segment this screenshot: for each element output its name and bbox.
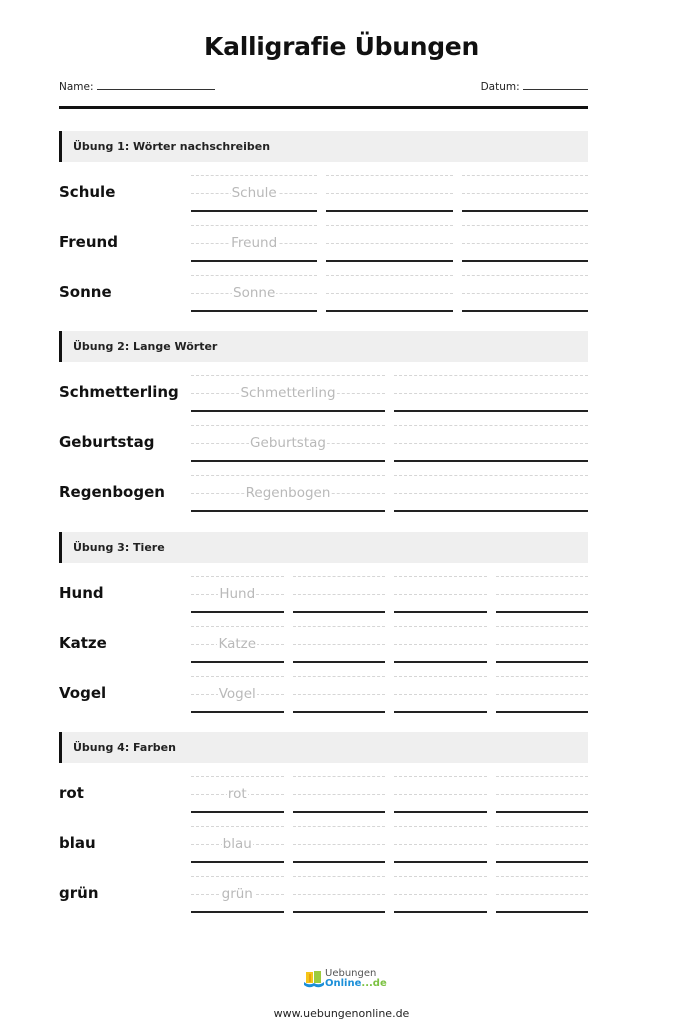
baseline — [394, 711, 487, 713]
trace-cell — [191, 175, 317, 219]
trace-text: Schule — [231, 185, 277, 201]
baseline — [394, 460, 588, 462]
writing-cell — [293, 826, 386, 870]
date-blank-line — [523, 81, 588, 90]
trace-cell — [191, 375, 385, 419]
footer-url[interactable]: www.uebungenonline.de — [273, 1007, 410, 1020]
writing-cell — [394, 375, 588, 419]
word-label: Katze — [59, 634, 107, 652]
writing-cell — [394, 425, 588, 469]
trace-text: rot — [227, 786, 247, 802]
baseline — [293, 911, 386, 913]
writing-cell — [462, 225, 588, 269]
mid-guide-line — [462, 243, 588, 244]
book-icon — [303, 969, 325, 991]
mid-guide-line — [496, 794, 589, 795]
trace-word — [191, 585, 284, 603]
writing-cell — [496, 826, 589, 870]
top-guide-line — [191, 876, 284, 877]
writing-cell — [394, 876, 487, 920]
baseline — [462, 260, 588, 262]
writing-cell — [293, 676, 386, 720]
word-label: Schmetterling — [59, 383, 179, 401]
baseline — [394, 661, 487, 663]
top-guide-line — [191, 175, 317, 176]
mid-guide-line — [394, 794, 487, 795]
baseline — [191, 661, 284, 663]
baseline — [293, 811, 386, 813]
baseline — [293, 661, 386, 663]
mid-guide-line — [394, 393, 588, 394]
top-guide-line — [293, 626, 386, 627]
mid-guide-line — [462, 193, 588, 194]
baseline — [326, 210, 452, 212]
date-label: Datum: — [480, 81, 520, 93]
trace-word — [191, 184, 317, 202]
header-divider — [59, 106, 588, 109]
top-guide-line — [293, 776, 386, 777]
top-guide-line — [326, 275, 452, 276]
writing-cell — [496, 676, 589, 720]
top-guide-line — [394, 425, 588, 426]
writing-cell — [462, 275, 588, 319]
baseline — [191, 510, 385, 512]
trace-cell — [191, 425, 385, 469]
baseline — [326, 260, 452, 262]
top-guide-line — [191, 626, 284, 627]
top-guide-line — [496, 676, 589, 677]
trace-cell — [191, 776, 284, 820]
word-label: grün — [59, 884, 99, 902]
top-guide-line — [191, 375, 385, 376]
top-guide-line — [394, 375, 588, 376]
baseline — [293, 861, 386, 863]
mid-guide-line — [326, 293, 452, 294]
writing-cell — [293, 876, 386, 920]
writing-cell — [394, 676, 487, 720]
mid-guide-line — [394, 894, 487, 895]
baseline — [293, 611, 386, 613]
trace-cell — [191, 826, 284, 870]
trace-cell — [191, 576, 284, 620]
mid-guide-line — [394, 443, 588, 444]
baseline — [394, 911, 487, 913]
baseline — [496, 661, 589, 663]
trace-text: Vogel — [218, 686, 256, 702]
baseline — [191, 811, 284, 813]
word-label: Schule — [59, 183, 116, 201]
section-header: Übung 4: Farben — [59, 732, 588, 763]
mid-guide-line — [394, 694, 487, 695]
top-guide-line — [326, 175, 452, 176]
section-header: Übung 3: Tiere — [59, 532, 588, 563]
word-label: Vogel — [59, 684, 107, 702]
writing-cell — [326, 275, 452, 319]
top-guide-line — [191, 225, 317, 226]
baseline — [191, 911, 284, 913]
name-label: Name: — [59, 81, 94, 93]
baseline — [191, 861, 284, 863]
baseline — [394, 410, 588, 412]
section-header: Übung 1: Wörter nachschreiben — [59, 131, 588, 162]
trace-text: grün — [221, 886, 253, 902]
name-blank-line — [97, 81, 215, 90]
mid-guide-line — [496, 894, 589, 895]
trace-word — [191, 434, 385, 452]
trace-cell — [191, 676, 284, 720]
trace-word — [191, 635, 284, 653]
page-title: Kalligrafie Übungen — [204, 32, 479, 61]
writing-cell — [394, 475, 588, 519]
trace-cell — [191, 225, 317, 269]
word-label: blau — [59, 834, 96, 852]
top-guide-line — [293, 876, 386, 877]
top-guide-line — [496, 876, 589, 877]
mid-guide-line — [326, 193, 452, 194]
trace-word — [191, 685, 284, 703]
writing-cell — [394, 576, 487, 620]
top-guide-line — [191, 275, 317, 276]
top-guide-line — [394, 776, 487, 777]
trace-word — [191, 785, 284, 803]
baseline — [191, 260, 317, 262]
word-label: rot — [59, 784, 84, 802]
writing-cell — [496, 626, 589, 670]
trace-text: Katze — [218, 636, 257, 652]
mid-guide-line — [326, 243, 452, 244]
writing-cell — [496, 876, 589, 920]
baseline — [326, 310, 452, 312]
baseline — [191, 210, 317, 212]
top-guide-line — [191, 475, 385, 476]
word-label: Sonne — [59, 283, 112, 301]
baseline — [191, 310, 317, 312]
baseline — [394, 861, 487, 863]
baseline — [496, 911, 589, 913]
word-label: Geburtstag — [59, 433, 155, 451]
word-label: Regenbogen — [59, 483, 165, 501]
trace-cell — [191, 475, 385, 519]
trace-text: Sonne — [233, 285, 276, 301]
top-guide-line — [293, 676, 386, 677]
mid-guide-line — [293, 794, 386, 795]
top-guide-line — [394, 826, 487, 827]
trace-word — [191, 284, 317, 302]
word-label: Hund — [59, 584, 104, 602]
top-guide-line — [496, 776, 589, 777]
top-guide-line — [496, 826, 589, 827]
trace-text: Geburtstag — [250, 435, 326, 451]
trace-text: Freund — [231, 235, 278, 251]
section-header: Übung 2: Lange Wörter — [59, 331, 588, 362]
trace-cell — [191, 626, 284, 670]
top-guide-line — [496, 626, 589, 627]
writing-cell — [394, 626, 487, 670]
trace-word — [191, 835, 284, 853]
baseline — [462, 210, 588, 212]
trace-word — [191, 234, 317, 252]
top-guide-line — [462, 225, 588, 226]
writing-cell — [462, 175, 588, 219]
top-guide-line — [191, 776, 284, 777]
top-guide-line — [293, 576, 386, 577]
baseline — [191, 611, 284, 613]
top-guide-line — [191, 425, 385, 426]
baseline — [496, 711, 589, 713]
baseline — [191, 711, 284, 713]
baseline — [496, 611, 589, 613]
writing-cell — [326, 225, 452, 269]
name-field — [59, 81, 215, 93]
trace-cell — [191, 876, 284, 920]
mid-guide-line — [394, 844, 487, 845]
mid-guide-line — [496, 844, 589, 845]
writing-cell — [326, 175, 452, 219]
mid-guide-line — [462, 293, 588, 294]
logo-line1: Uebungen — [325, 968, 377, 979]
writing-cell — [394, 826, 487, 870]
top-guide-line — [462, 175, 588, 176]
top-guide-line — [191, 676, 284, 677]
baseline — [191, 410, 385, 412]
top-guide-line — [326, 225, 452, 226]
top-guide-line — [394, 475, 588, 476]
trace-text: Regenbogen — [245, 485, 331, 501]
mid-guide-line — [293, 694, 386, 695]
mid-guide-line — [394, 493, 588, 494]
word-label: Freund — [59, 233, 118, 251]
mid-guide-line — [293, 594, 386, 595]
mid-guide-line — [496, 694, 589, 695]
writing-cell — [293, 626, 386, 670]
mid-guide-line — [394, 594, 487, 595]
logo-suffix: ...de — [361, 978, 387, 989]
logo-line2 — [325, 978, 387, 989]
top-guide-line — [191, 826, 284, 827]
trace-cell — [191, 275, 317, 319]
baseline — [394, 510, 588, 512]
baseline — [394, 811, 487, 813]
baseline — [293, 711, 386, 713]
writing-cell — [496, 776, 589, 820]
mid-guide-line — [394, 644, 487, 645]
trace-word — [191, 885, 284, 903]
baseline — [462, 310, 588, 312]
mid-guide-line — [496, 644, 589, 645]
trace-text: blau — [222, 836, 252, 852]
baseline — [496, 861, 589, 863]
trace-word — [191, 484, 385, 502]
top-guide-line — [293, 826, 386, 827]
top-guide-line — [394, 576, 487, 577]
trace-text: Hund — [219, 586, 256, 602]
writing-cell — [293, 576, 386, 620]
writing-cell — [496, 576, 589, 620]
top-guide-line — [496, 576, 589, 577]
mid-guide-line — [293, 894, 386, 895]
baseline — [496, 811, 589, 813]
date-field — [481, 81, 588, 93]
top-guide-line — [462, 275, 588, 276]
mid-guide-line — [496, 594, 589, 595]
mid-guide-line — [293, 844, 386, 845]
top-guide-line — [191, 576, 284, 577]
mid-guide-line — [293, 644, 386, 645]
baseline — [191, 460, 385, 462]
uebungenonline-logo — [303, 968, 387, 992]
logo-online: Online — [325, 978, 362, 989]
writing-cell — [293, 776, 386, 820]
trace-word — [191, 384, 385, 402]
top-guide-line — [394, 676, 487, 677]
baseline — [394, 611, 487, 613]
top-guide-line — [394, 626, 487, 627]
trace-text: Schmetterling — [240, 385, 336, 401]
top-guide-line — [394, 876, 487, 877]
writing-cell — [394, 776, 487, 820]
